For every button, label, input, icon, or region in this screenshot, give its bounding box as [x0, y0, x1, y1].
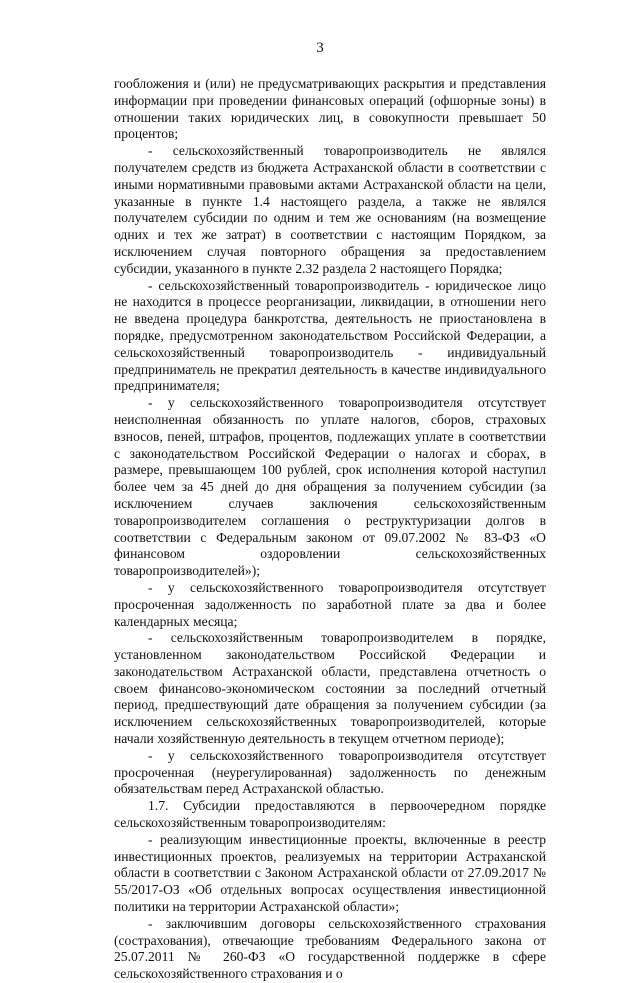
paragraph-reporting-submitted: - сельскохозяйственным товаропроизводителем в порядке, установленном законодательством Российской Федерации и законодательством Астраханской области, представлена отчетность о своем финансово-экономическом состоянии за последний отчетный период, предшествующий дате обращения за получением субсидии (за исключением сельскохозяйственных товаропроизводителей, которые начали хозяйственную деятельность в текущем отчетном периоде);: [114, 630, 546, 747]
paragraph-insurance-contracts: - заключившим договоры сельскохозяйственного страхования (сострахования), отвечающие требованиям Федерального закона от 25.07.2011 № 260-ФЗ «О государственной поддержке в сфере сельскохозяйственного страхования и о: [114, 915, 546, 982]
paragraph-no-overdue-obligations: - у сельскохозяйственного товаропроизводителя отсутствует просроченная (неурегулированная) задолженность по денежным обязательствам перед Астраханской областью.: [114, 747, 546, 797]
paragraph-no-tax-debt: - у сельскохозяйственного товаропроизводителя отсутствует неисполненная обязанность по уплате налогов, сборов, страховых взносов, пеней, штрафов, процентов, подлежащих уплате в соответствии с законодательством Российской Федерации о налогах и сборах, в размере, превышающем 100 рублей, срок исполнения которой наступил более чем за 45 дней до дня обращения за получением субсидии (за исключением случаев заключения сельскохозяйственным товаропроизводителем соглашения о реструктуризации долгов в соответствии с Федеральным законом от 09.07.2002 № 83-ФЗ «О финансовом оздоровлении сельскохозяйственных товаропроизводителей»);: [114, 395, 546, 579]
paragraph-no-reorganization: - сельскохозяйственный товаропроизводитель - юридическое лицо не находится в процессе реорганизации, ликвидации, в отношении него не введена процедура банкротства, деятельность не приостановлена в порядке, предусмотренном законодательством Российской Федерации, а сельскохозяйственный товаропроизводитель - индивидуальный предприниматель не прекратил деятельность в качестве индивидуального предпринимателя;: [114, 277, 546, 394]
paragraph-investment-projects: - реализующим инвестиционные проекты, включенные в реестр инвестиционных проектов, реализуемых на территории Астраханской области в соответствии с Законом Астраханской области от 27.09.2017 № 55/2017-ОЗ «Об отдельных вопросах осуществления инвестиционной политики на территории Астраханской области»;: [114, 831, 546, 915]
paragraph-no-prior-subsidy: - сельскохозяйственный товаропроизводитель не являлся получателем средств из бюджета Астраханской области в соответствии с иными нормативными правовыми актами Астраханской области на цели, указанные в пункте 1.4 настоящего раздела, а также не являлся получателем субсидии по одним и тем же основаниям (на возмещение одних и тех же затрат) в соответствии с настоящим Порядком, за исключением случая повторного обращения за предоставлением субсидии, указанного в пункте 2.32 раздела 2 настоящего Порядка;: [114, 143, 546, 276]
document-body: [114, 76, 546, 983]
paragraph-no-salary-debt: - у сельскохозяйственного товаропроизводителя отсутствует просроченная задолженность по заработной плате за два и более календарных месяца;: [114, 579, 546, 629]
page-number: 3: [316, 40, 324, 56]
paragraph-offshore-continuation: гообложения и (или) не предусматривающих раскрытия и представления информации при проведении финансовых операций (офшорные зоны) в отношении таких юридических лиц, в совокупности превышает 50 процентов;: [114, 76, 546, 142]
paragraph-section-1-7: 1.7. Субсидии предоставляются в первоочередном порядке сельскохозяйственным товаропроизводителям:: [114, 798, 546, 831]
